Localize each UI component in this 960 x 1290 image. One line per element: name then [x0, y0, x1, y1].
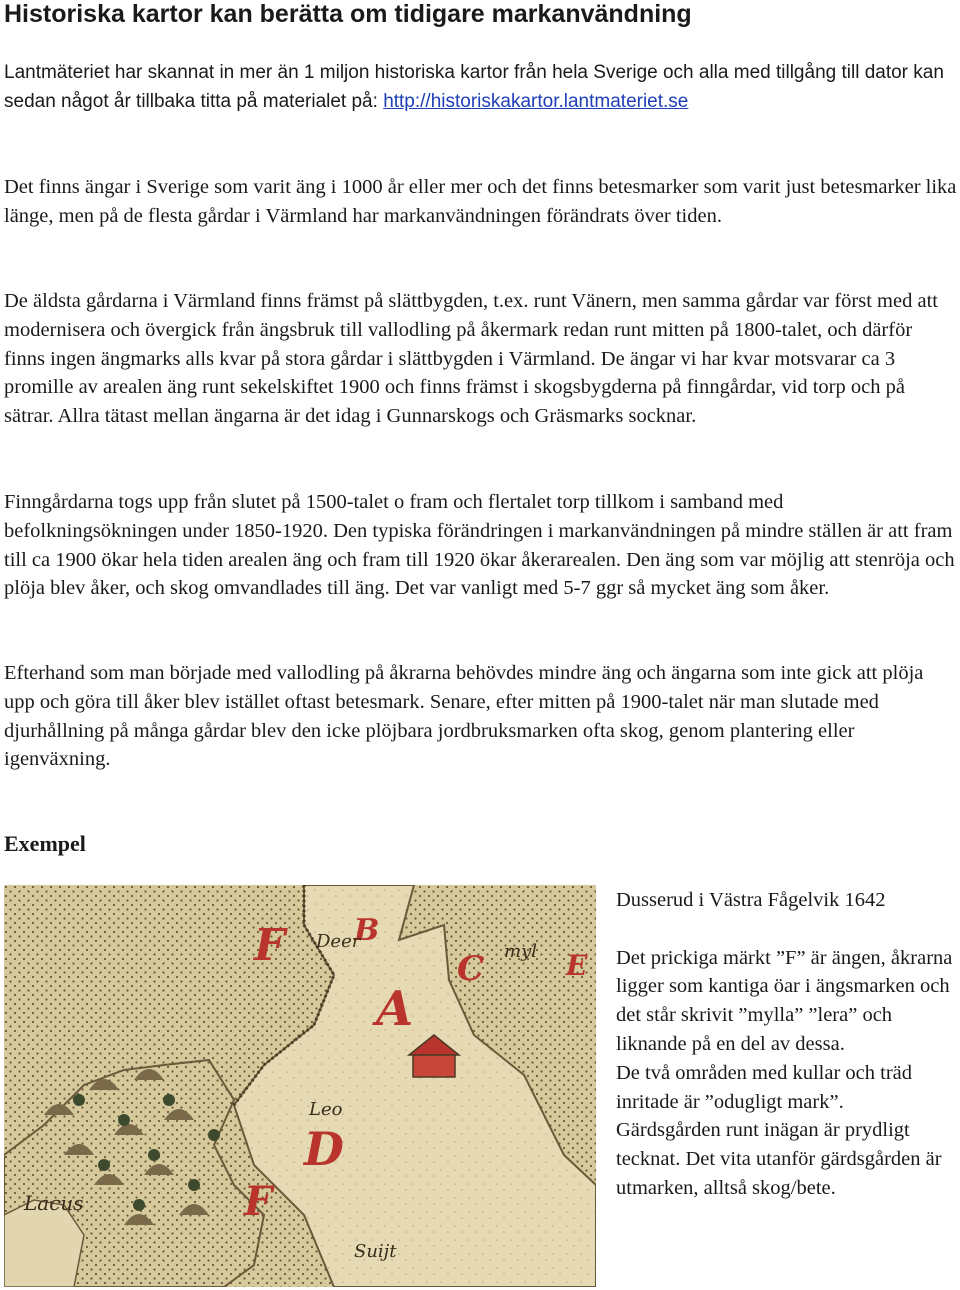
page-title: Historiska kartor kan berätta om tidigare markanvändning [4, 0, 692, 28]
paragraph-1: Det finns ängar i Sverige som varit äng i 1000 år eller mer och det finns betesmarker som varit just betesmarker lika länge, men på de flesta gårdar i Värmland har markanvändningen förändrats över tiden. [4, 176, 957, 227]
map-letter-f-bottom: F [244, 1178, 273, 1225]
intro-paragraph [4, 58, 954, 116]
map-letter-a: A [376, 981, 414, 1037]
paragraph-4: Efterhand som man började med vallodling på åkrarna behövdes mindre äng och ängarna som inte gick att plöja upp och göra till åker blev istället oftast betesmark. Senare, efter mitten på 1900-talet när man slutade med djurhållning på många gårdar blev den icke plöjbara jordbruksmarken ofta skog, genom plantering eller igenväxning. [4, 662, 924, 771]
map-letter-f-top: F [254, 920, 286, 971]
paragraph-2: De äldsta gårdarna i Värmland finns främst på slättbygden, t.ex. runt Vänern, men samma gårdar var först med att modernisera och övergick från ängsbruk till vallodling på åkermark redan runt mitten på 1800-talet, och därför finns ingen ängmarks alls kvar på stora gårdar i slättbygden i Värmland. De ängar vi har kvar motsvarar ca 3 promille av arealen äng runt sekelskiftet 1900 och finns främst i skogsbygderna på finngårdar, vid torp och på sätrar. Allra tätast mellan ängarna är det idag i Gunnarskogs och Gräsmarks socknar. [4, 290, 938, 428]
map-word-lacus: Lacus [24, 1191, 84, 1215]
map-word-suijt: Suijt [354, 1241, 397, 1262]
map-caption [616, 886, 956, 1203]
caption-line-2: De två områden med kullar och träd inritade är ”odugligt mark”. [616, 1061, 912, 1113]
historical-map-image [4, 885, 596, 1287]
caption-line-1: Det prickiga märkt ”F” är ängen, åkrarna ligger som kantiga öar i ängsmarken och det står skrivit ”mylla” ”lera” och liknande på en del av dessa. [616, 946, 953, 1055]
intro-text: Lantmäteriet har skannat in mer än 1 miljon historiska kartor från hela Sverige och alla med tillgång till dator kan sedan något år tillbaka titta på materialet på: [4, 62, 944, 112]
example-heading: Exempel [4, 831, 86, 856]
map-word-leo: Leo [309, 1099, 343, 1120]
map-word-myl: myl [504, 941, 537, 962]
map-letter-d: D [304, 1122, 344, 1176]
map-letter-b: B [354, 913, 380, 948]
map-letter-c: C [457, 949, 485, 989]
map-letter-e: E [566, 949, 588, 982]
caption-line-3: Gärdsgården runt inägan är prydligt tecknat. Det vita utanför gärdsgården är utmarken, alltså skog/bete. [616, 1119, 942, 1199]
map-word-deer: Deer [316, 931, 361, 952]
paragraph-3: Finngårdarna togs upp från slutet på 1500-talet o fram och flertalet torp tillkom i samband med befolkningsökningen under 1850-1920. Den typiska förändringen i markanvändningen på mindre ställen är att fram till ca 1900 ökar hela tiden arealen äng och fram till 1920 ökar åkerarealen. Den äng som var möjlig att stenröja och plöja blev åker, och skog omvandlades till äng. Det var vanligt med 5-7 ggr så mycket äng som åker. [4, 491, 955, 600]
caption-title: Dusserud i Västra Fågelvik 1642 [616, 889, 886, 911]
map-drawing [4, 885, 596, 1287]
historiska-kartor-link[interactable]: http://historiskakartor.lantmateriet.se [383, 91, 689, 112]
